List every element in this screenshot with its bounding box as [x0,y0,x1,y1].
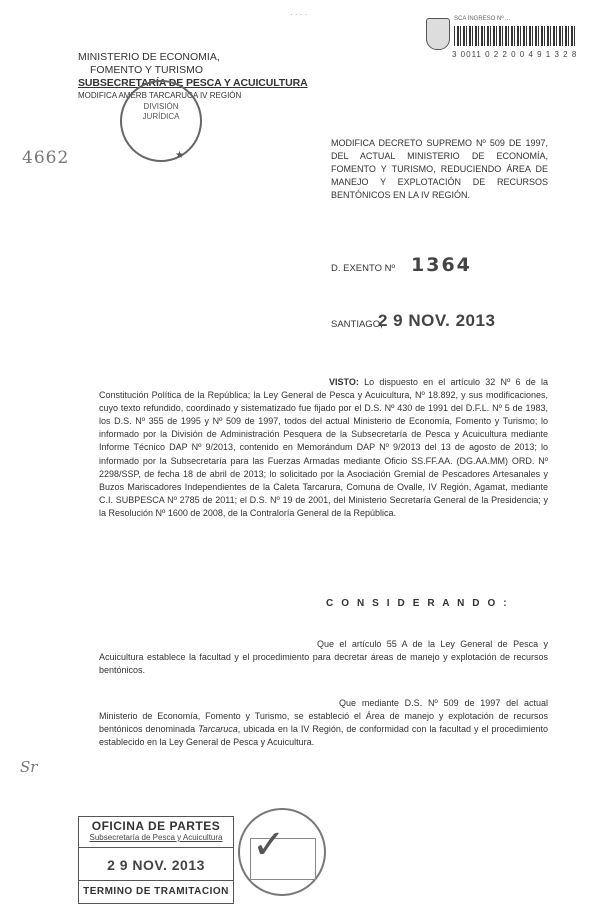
checkmark-icon: ✓ [252,823,286,867]
handwritten-signature: Sr [20,758,38,776]
subject-short: MODIFICA AMERB TARCARUCA IV REGIÓN [78,91,242,100]
barcode [454,26,576,46]
barcode-number: 3 0011 0 2 2 0 0 4 9 1 3 2 8 [452,50,578,59]
considerando-paragraph-1 [99,638,548,677]
ministry-line1: MINISTERIO DE ECONOMIA, [78,51,220,63]
subsecretaria-line: SUBSECRETARÍA DE PESCA Y ACUICULTURA [78,77,308,89]
considerando-p2-text-a: Que mediante D.S. Nº 509 de 1997 del actual Ministerio de Economía, Fomento y Turismo, se estableció el Área de manejo y explotación de recursos bentónicos denominada [99,698,548,735]
handwritten-number: 4662 [22,148,70,168]
government-logo-icon [426,18,450,50]
considerando-p2-italic: Tarcaruca [198,724,238,735]
scan-dots: · · · · [290,10,308,19]
stamp-header [79,817,233,848]
barcode-header: SCA INGRESO Nº ... [454,16,511,22]
stamp-date: 2 9 NOV. 2013 [107,857,205,873]
visto-paragraph [99,376,548,520]
oficina-de-partes-stamp [78,816,234,904]
considerando-heading: C O N S I D E R A N D O : [326,598,510,609]
decree-number: 1364 [411,254,472,276]
decree-date: 2 9 NOV. 2013 [378,311,496,330]
seal-star-icon: ★ [175,150,184,161]
decree-label: D. EXENTO Nº [331,263,395,274]
visto-text: Lo dispuesto en el artículo 32 Nº 6 de la Constitución Política de la República; la Ley General de Pesca y Acuicultura, Nº 18.892, y sus modificaciones, cuyo texto refundido, coordinado y sistematizado fue fijado por el D.S. Nº 430 de 1991 del D.F.L. Nº 5 de 1983, los D.S. Nº 355 de 1995 y Nº 509 de 1997, todos del actual Ministerio de Economía, Fomento y Turismo; lo informado por la División de Administración Pesquera de la Subsecretaría de Pesca y Acuicultura mediante Informe Técnico DAP Nº 9/2013, contenido en Memorándum DAP Nº 9/2013 del 13 de agosto de 2013; lo informado por la Subsecretaría para las Fuerzas Armadas mediante Oficio SS.FF.AA. (DG.AA.MM) ORD. Nº 2298/SSP, de fecha 18 de abril de 2013; lo solicitado por la Asociación Gremial de Pescadores Artesanales y Buzos Mariscadores Independientes de la Caleta Tarcarura, Comuna de Ovalle, IV Región, Agamat, mediante C.I. SUBPESCA Nº 2785 de 2011; el D.S. Nº 19 de 2001, del Ministerio Secretaría General de la Presidencia; y la Resolución Nº 1600 de 2008, de la Contraloría General de la República. [99,377,548,518]
considerando-p2-text-c: , ubicada en la IV Región, de conformidad con la facultad y el procedimiento establecido en la Ley General de Pesca y Acuicultura. [99,724,549,748]
considerando-p1-text: Que el artículo 55 A de la Ley General de Pesca y Acuicultura establece la facultad y el procedimiento para decretar áreas de manejo y explotación de recursos bentónicos. [99,639,548,676]
ministry-line2: FOMENTO Y TURISMO [90,64,203,76]
stamp-footer: TERMINO DE TRAMITACION [79,880,233,903]
considerando-paragraph-2 [99,697,548,749]
stamp-title: OFICINA DE PARTES [91,819,221,833]
place-label: SANTIAGO, [331,319,383,330]
stamp-subtitle: Subsecretaría de Pesca y Acuicultura [89,833,223,842]
seal-text: DIVISIÓN JURÍDICA [142,102,180,121]
decree-summary: MODIFICA DECRETO SUPREMO Nº 509 DE 1997, DEL ACTUAL MINISTERIO DE ECONOMÍA, FOMENTO Y TURISMO, REDUCIENDO ÁREA DE MANEJO Y EXPLOTACIÓN DE RECURSOS BENTÓNICOS EN LA IV REGIÓN. [331,138,548,200]
visto-label: VISTO: [329,377,359,387]
